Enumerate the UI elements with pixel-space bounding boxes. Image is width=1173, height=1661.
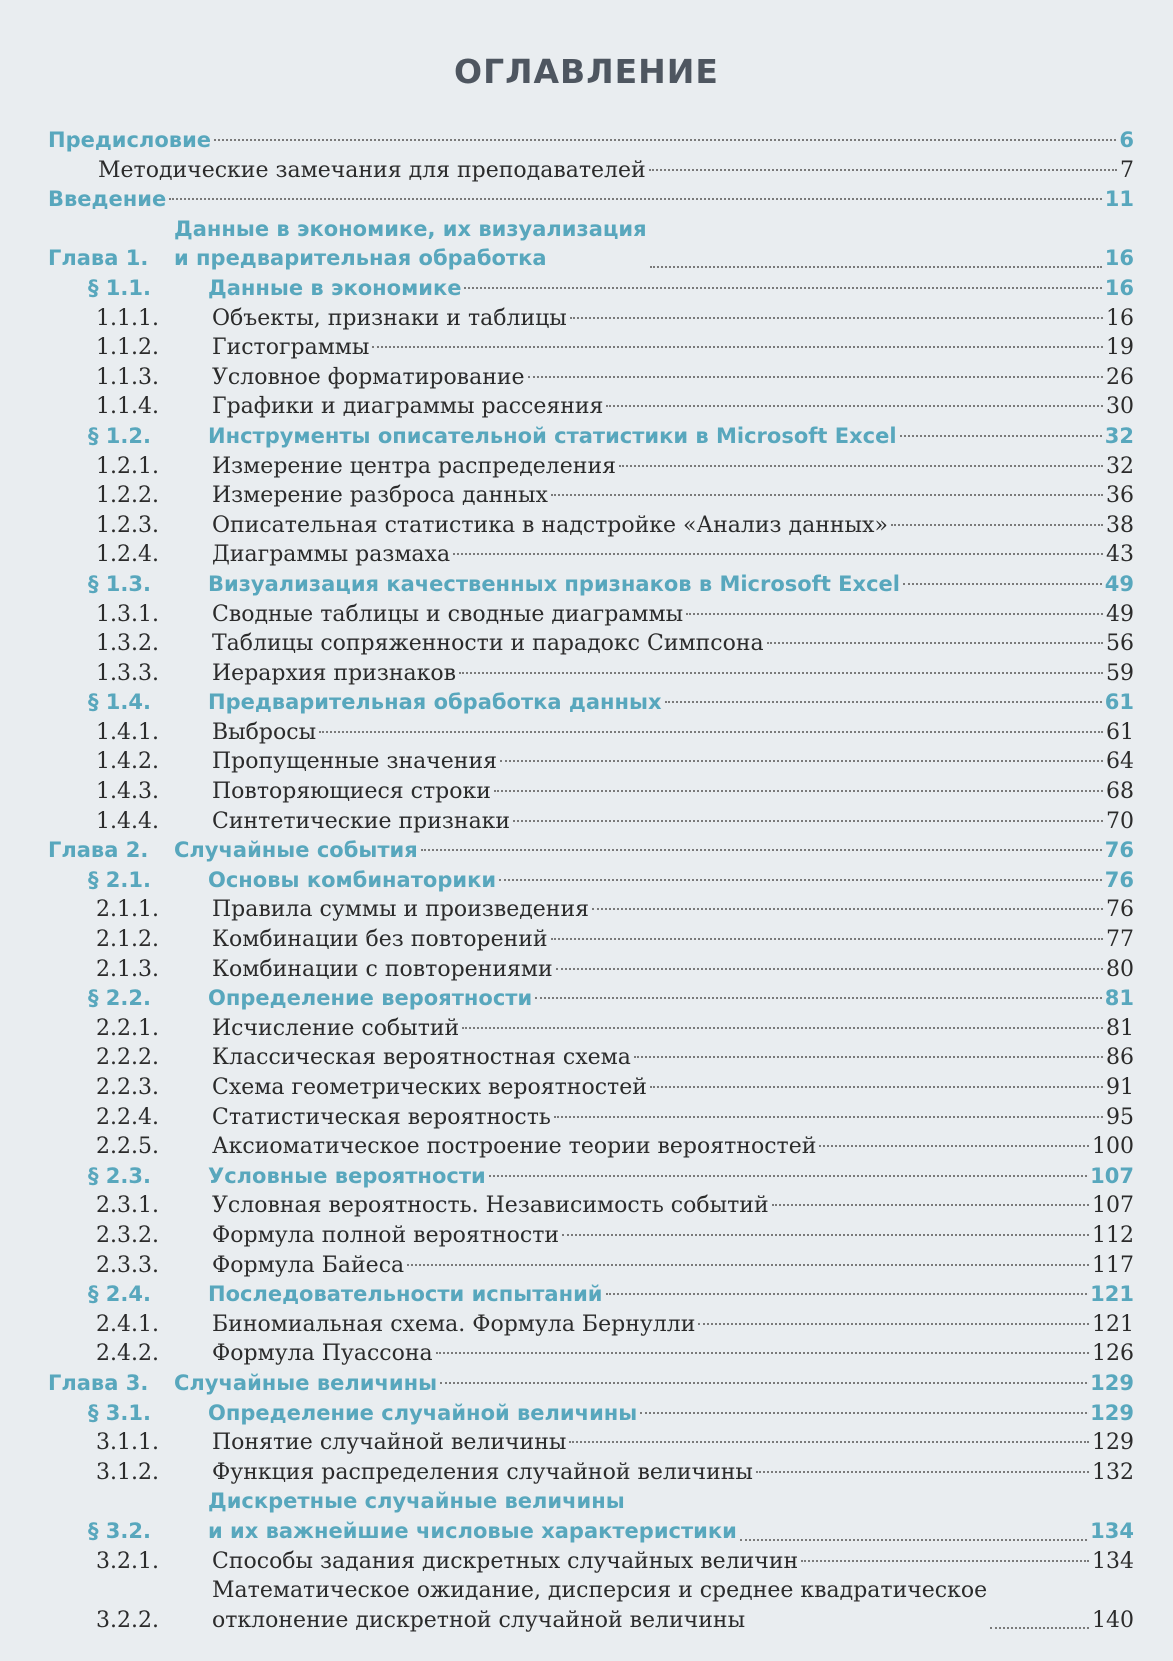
toc-entry-number: 1.1.3. bbox=[96, 364, 159, 390]
toc-entry bbox=[48, 274, 1134, 304]
toc-entry-page: 80 bbox=[1106, 956, 1134, 982]
toc-entry-number: § 3.2. bbox=[88, 1518, 151, 1543]
dot-leader bbox=[528, 376, 1103, 378]
toc-entry-title: Измерение разброса данных bbox=[212, 483, 548, 509]
toc-entry-number: 3.2.1. bbox=[96, 1548, 159, 1574]
page-title: ОГЛАВЛЕНИЕ bbox=[454, 52, 719, 91]
toc-entry bbox=[48, 718, 1134, 748]
toc-entry-page: 56 bbox=[1106, 631, 1134, 657]
toc-entry-page: 117 bbox=[1092, 1252, 1134, 1278]
dot-leader bbox=[440, 1382, 1087, 1384]
toc-entry bbox=[48, 1428, 1134, 1458]
toc-entry-title-line2: отклонение дискретной случайной величины bbox=[212, 1607, 746, 1633]
toc-entry-title: Классическая вероятностная схема bbox=[212, 1045, 631, 1071]
toc-entry-number: 1.2.3. bbox=[96, 512, 159, 538]
dot-leader bbox=[767, 642, 1103, 644]
dot-leader bbox=[407, 1264, 1089, 1266]
toc-entry-title: Комбинации без повторений bbox=[212, 927, 548, 953]
toc-entry-title: Правила суммы и произведения bbox=[212, 897, 589, 923]
dot-leader bbox=[513, 820, 1103, 822]
toc-entry-number: § 1.2. bbox=[88, 423, 151, 448]
toc-entry bbox=[48, 955, 1134, 985]
toc-entry-page: 129 bbox=[1092, 1430, 1134, 1456]
toc-entry-page: 38 bbox=[1106, 512, 1134, 538]
toc-entry-number: 2.4.2. bbox=[96, 1341, 159, 1367]
toc-entry-title: Случайные величины bbox=[174, 1370, 438, 1395]
toc-entry-title-line1: Дискретные случайные величины bbox=[208, 1489, 625, 1514]
toc-entry bbox=[48, 1339, 1134, 1369]
toc-entry-number: 2.2.2. bbox=[96, 1045, 159, 1071]
toc-entry-number: 1.2.2. bbox=[96, 483, 159, 509]
dot-leader bbox=[619, 465, 1103, 467]
toc-entry-title: Визуализация качественных признаков в Microsoft Excel bbox=[208, 571, 900, 596]
toc-entry-title: Аксиоматическое построение теории вероятностей bbox=[212, 1134, 817, 1160]
toc-entry-title: Условные вероятности bbox=[208, 1163, 486, 1188]
dot-leader bbox=[650, 266, 1102, 268]
dot-leader bbox=[756, 1471, 1089, 1473]
toc-entry bbox=[48, 511, 1134, 541]
dot-leader bbox=[421, 849, 1102, 851]
toc-entry bbox=[48, 1399, 1134, 1429]
toc-entry-number: § 2.2. bbox=[88, 986, 151, 1011]
dot-leader bbox=[698, 1323, 1089, 1325]
toc-entry-number: § 1.1. bbox=[88, 275, 151, 300]
dot-leader bbox=[801, 1560, 1089, 1562]
dot-leader bbox=[634, 1056, 1103, 1058]
toc-entry-title: Диаграммы размаха bbox=[212, 542, 451, 568]
toc-entry-title: Пропущенные значения bbox=[212, 749, 497, 775]
toc-entry-number: § 1.4. bbox=[88, 690, 151, 715]
toc-entry bbox=[48, 984, 1134, 1014]
toc-entry-title: Последовательности испытаний bbox=[208, 1282, 603, 1307]
toc-entry-page: 26 bbox=[1106, 364, 1134, 390]
dot-leader bbox=[500, 760, 1103, 762]
toc-entry-page: 7 bbox=[1120, 157, 1134, 183]
toc-entry bbox=[48, 1251, 1134, 1281]
toc-entry-number: 2.2.5. bbox=[96, 1134, 159, 1160]
toc-entry-title: Выбросы bbox=[212, 719, 317, 745]
toc-entry-number: § 3.1. bbox=[88, 1400, 151, 1425]
toc-entry-title: Биномиальная схема. Формула Бернулли bbox=[212, 1311, 696, 1337]
toc-entry-page: 32 bbox=[1104, 423, 1134, 448]
toc-entry-number: § 1.3. bbox=[88, 571, 151, 596]
toc-entry-page: 129 bbox=[1090, 1370, 1134, 1395]
toc-entry-number: Глава 1. bbox=[48, 246, 149, 271]
dot-leader bbox=[686, 613, 1103, 615]
dot-leader bbox=[570, 317, 1103, 319]
toc-entry-number: 1.4.4. bbox=[96, 808, 159, 834]
toc-entry bbox=[48, 1369, 1134, 1399]
toc-entry-page: 61 bbox=[1104, 690, 1134, 715]
dot-leader bbox=[606, 1293, 1088, 1295]
dot-leader bbox=[650, 1086, 1103, 1088]
toc-entry bbox=[48, 1073, 1134, 1103]
toc-entry-title-line2: и предварительная обработка bbox=[174, 246, 547, 271]
toc-entry-page: 11 bbox=[1104, 187, 1134, 212]
toc-entry-number: 2.3.2. bbox=[96, 1222, 159, 1248]
toc-entry-page: 36 bbox=[1106, 483, 1134, 509]
toc-entry-title: Определение вероятности bbox=[208, 986, 533, 1011]
dot-leader bbox=[464, 287, 1101, 289]
toc-entry-number: 3.2.2. bbox=[96, 1607, 159, 1633]
dot-leader bbox=[640, 1412, 1087, 1414]
toc-entry-title: Основы комбинаторики bbox=[208, 867, 497, 892]
dot-leader bbox=[903, 583, 1102, 585]
toc-entry-title: Формула полной вероятности bbox=[212, 1222, 560, 1248]
toc-entry-number: 1.2.1. bbox=[96, 453, 159, 479]
toc-entry-page: 30 bbox=[1106, 394, 1134, 420]
toc-entry-title: Объекты, признаки и таблицы bbox=[212, 305, 567, 331]
dot-leader bbox=[499, 879, 1102, 881]
toc-entry-page: 61 bbox=[1106, 719, 1134, 745]
toc-entry-number: 1.1.1. bbox=[96, 305, 159, 331]
dot-leader bbox=[665, 701, 1102, 703]
toc-entry-page: 6 bbox=[1119, 128, 1134, 152]
toc-entry bbox=[48, 156, 1134, 186]
toc-entry-title: Исчисление событий bbox=[212, 1015, 460, 1041]
toc-entry-title: Определение случайной величины bbox=[208, 1400, 638, 1425]
toc-entry-number: 1.1.2. bbox=[96, 335, 159, 361]
toc-entry-page: 49 bbox=[1104, 571, 1134, 596]
toc-entry-number: 1.2.4. bbox=[96, 542, 159, 568]
dot-leader bbox=[740, 1539, 1087, 1541]
toc-entry-title: Формула Байеса bbox=[212, 1252, 405, 1278]
toc-entry-title: Предисловие bbox=[48, 128, 212, 152]
dot-leader bbox=[462, 1027, 1103, 1029]
toc-entry bbox=[48, 185, 1134, 215]
toc-entry-title: Условное форматирование bbox=[212, 364, 525, 390]
toc-entry-page: 16 bbox=[1104, 246, 1134, 271]
toc-entry-page: 76 bbox=[1106, 897, 1134, 923]
toc-entry-number: 1.4.1. bbox=[96, 719, 159, 745]
toc-entry bbox=[48, 1547, 1134, 1577]
toc-entry-number: Глава 3. bbox=[48, 1370, 149, 1395]
toc-entry-title-line1: Данные в экономике, их визуализация bbox=[174, 216, 647, 241]
toc-entry-page: 81 bbox=[1106, 1015, 1134, 1041]
toc-entry bbox=[48, 1043, 1134, 1073]
toc-entry-number: § 2.1. bbox=[88, 867, 151, 892]
toc-entry-page: 19 bbox=[1106, 335, 1134, 361]
toc-entry-title: Введение bbox=[48, 187, 167, 212]
dot-leader bbox=[169, 198, 1102, 200]
dot-leader bbox=[319, 731, 1103, 733]
toc-entry-page: 140 bbox=[1092, 1607, 1134, 1633]
toc-entry bbox=[48, 304, 1134, 334]
toc-entry bbox=[48, 807, 1134, 837]
dot-leader bbox=[556, 968, 1103, 970]
toc-entry-page: 70 bbox=[1106, 808, 1134, 834]
dot-leader bbox=[459, 672, 1103, 674]
toc-entry bbox=[48, 363, 1134, 393]
toc-entry-title: Инструменты описательной статистики в Microsoft Excel bbox=[208, 423, 897, 448]
dot-leader bbox=[372, 346, 1103, 348]
toc-entry-title: Синтетические признаки bbox=[212, 808, 511, 834]
toc-entry-number: 2.4.1. bbox=[96, 1311, 159, 1337]
toc-entry-title: Формула Пуассона bbox=[212, 1341, 433, 1367]
toc-entry bbox=[48, 1103, 1134, 1133]
toc-entry-title: Случайные события bbox=[174, 838, 418, 863]
toc-entry-title: Описательная статистика в надстройке «Анализ данных» bbox=[212, 512, 888, 538]
toc-entry-page: 32 bbox=[1106, 453, 1134, 479]
toc-entry bbox=[48, 481, 1134, 511]
toc-entry-page: 121 bbox=[1090, 1282, 1134, 1307]
toc-entry-title: Способы задания дискретных случайных величин bbox=[212, 1548, 799, 1574]
toc-entry-number: 3.1.2. bbox=[96, 1459, 159, 1485]
toc-entry-title: Данные в экономике bbox=[208, 275, 462, 300]
toc-entry bbox=[48, 570, 1134, 600]
toc-entry-number: 2.1.1. bbox=[96, 897, 159, 923]
toc-entry-page: 43 bbox=[1106, 542, 1134, 568]
toc-entry bbox=[48, 836, 1134, 866]
toc-entry-title: Повторяющиеся строки bbox=[212, 779, 491, 805]
dot-leader bbox=[900, 435, 1102, 437]
toc-entry-title-line2: и их важнейшие числовые характеристики bbox=[208, 1518, 737, 1543]
toc-entry-page: 76 bbox=[1104, 838, 1134, 863]
toc-entry-title: Статистическая вероятность bbox=[212, 1104, 551, 1130]
toc-entry bbox=[48, 1458, 1134, 1488]
dot-leader bbox=[562, 1234, 1089, 1236]
dot-leader bbox=[453, 553, 1103, 555]
toc-entry-number: 2.2.3. bbox=[96, 1075, 159, 1100]
dot-leader bbox=[551, 938, 1103, 940]
dot-leader bbox=[489, 1175, 1087, 1177]
toc-entry-title: Гистограммы bbox=[212, 335, 370, 361]
dot-leader bbox=[592, 908, 1103, 910]
toc-entry bbox=[48, 1014, 1134, 1044]
toc-entry bbox=[48, 925, 1134, 955]
toc-entry-page: 16 bbox=[1104, 275, 1134, 300]
toc-entry-number: § 2.3. bbox=[88, 1163, 151, 1188]
toc-entry bbox=[48, 895, 1134, 925]
toc-entry-page: 126 bbox=[1092, 1341, 1134, 1367]
toc-entry-number: 1.4.3. bbox=[96, 779, 159, 805]
dot-leader bbox=[436, 1352, 1089, 1354]
toc-entry-page: 132 bbox=[1092, 1459, 1134, 1485]
toc-entry-title bbox=[208, 1487, 737, 1546]
toc-entry-title: Условная вероятность. Независимость событий bbox=[212, 1193, 769, 1219]
toc-entry-number: 2.2.4. bbox=[96, 1104, 159, 1130]
toc-entry bbox=[48, 422, 1134, 452]
toc-entry-title: Предварительная обработка данных bbox=[208, 690, 662, 715]
toc-entry bbox=[48, 1280, 1134, 1310]
toc-entry-number: Глава 2. bbox=[48, 838, 149, 863]
toc-entry-page: 107 bbox=[1090, 1163, 1134, 1188]
toc-entry-number: 2.2.1. bbox=[96, 1015, 159, 1041]
toc-entry-number: 2.3.3. bbox=[96, 1252, 159, 1278]
toc-entry bbox=[48, 452, 1134, 482]
toc-entry-page: 100 bbox=[1092, 1134, 1134, 1160]
toc-entry-title: Измерение центра распределения bbox=[212, 453, 617, 479]
toc-entry bbox=[48, 629, 1134, 659]
toc-entry-title-line1: Математическое ожидание, дисперсия и среднее квадратическое bbox=[212, 1578, 988, 1604]
toc-entry bbox=[48, 1310, 1134, 1340]
toc-entry-page: 77 bbox=[1106, 927, 1134, 953]
toc-entry bbox=[48, 659, 1134, 689]
dot-leader bbox=[891, 524, 1103, 526]
toc-entry-number: 2.3.1. bbox=[96, 1193, 159, 1219]
toc-entry-page: 68 bbox=[1106, 779, 1134, 805]
toc-entry bbox=[48, 866, 1134, 896]
toc-entry-page: 112 bbox=[1092, 1222, 1134, 1248]
toc-entry-page: 134 bbox=[1092, 1548, 1134, 1574]
toc-entry-number: 3.1.1. bbox=[96, 1430, 159, 1456]
toc-entry bbox=[48, 1487, 1134, 1546]
toc-entry-page: 95 bbox=[1106, 1104, 1134, 1130]
toc-entry bbox=[48, 126, 1134, 156]
toc-entry-number: 2.1.2. bbox=[96, 927, 159, 953]
toc-entry-title: Таблицы сопряженности и парадокс Симпсона bbox=[212, 631, 764, 657]
dot-leader bbox=[649, 169, 1117, 171]
toc-entry bbox=[48, 333, 1134, 363]
toc-entry-title: Понятие случайной величины bbox=[212, 1430, 567, 1456]
toc-entry-number: 2.1.3. bbox=[96, 956, 159, 982]
toc-entry-title: Сводные таблицы и сводные диаграммы bbox=[212, 601, 684, 627]
toc-entry-title bbox=[174, 215, 647, 274]
dot-leader bbox=[569, 1441, 1089, 1443]
toc-entry-page: 49 bbox=[1106, 601, 1134, 627]
toc-entry-page: 16 bbox=[1106, 305, 1134, 331]
dot-leader bbox=[535, 997, 1102, 999]
toc-entry bbox=[48, 747, 1134, 777]
toc-entry-title: Схема геометрических вероятностей bbox=[212, 1075, 647, 1100]
dot-leader bbox=[554, 1116, 1103, 1118]
toc-entry bbox=[48, 1162, 1134, 1192]
toc-entry-page: 121 bbox=[1092, 1311, 1134, 1337]
toc-entry-title: Комбинации с повторениями bbox=[212, 956, 553, 982]
toc-entry-title: Иерархия признаков bbox=[212, 660, 456, 686]
toc-entry bbox=[48, 600, 1134, 630]
toc-entry-title: Методические замечания для преподавателей bbox=[98, 157, 646, 183]
toc-entry-number: 1.1.4. bbox=[96, 394, 159, 420]
dot-leader bbox=[772, 1204, 1089, 1206]
dot-leader bbox=[551, 494, 1103, 496]
dot-leader bbox=[990, 1627, 1089, 1629]
toc-entry bbox=[48, 1132, 1134, 1162]
toc-entry-number: 1.3.3. bbox=[96, 660, 159, 686]
toc-entry bbox=[48, 777, 1134, 807]
toc-entry-number: 1.3.1. bbox=[96, 601, 159, 627]
toc-entry-title: Графики и диаграммы рассеяния bbox=[212, 394, 604, 420]
toc-entry-page: 81 bbox=[1104, 986, 1134, 1011]
toc-entry bbox=[48, 688, 1134, 718]
toc-entry-title bbox=[212, 1576, 987, 1635]
toc-entry-number: 1.4.2. bbox=[96, 749, 159, 775]
dot-leader bbox=[214, 139, 1116, 141]
toc-entry-page: 107 bbox=[1092, 1193, 1134, 1219]
dot-leader bbox=[819, 1145, 1089, 1147]
toc-entry bbox=[48, 1221, 1134, 1251]
toc-entry-page: 76 bbox=[1104, 867, 1134, 892]
table-of-contents bbox=[48, 126, 1134, 1635]
toc-entry-page: 64 bbox=[1106, 749, 1134, 775]
toc-entry-number: § 2.4. bbox=[88, 1282, 151, 1307]
toc-entry bbox=[48, 392, 1134, 422]
toc-entry-page: 86 bbox=[1106, 1045, 1134, 1071]
toc-entry bbox=[48, 1576, 1134, 1635]
toc-entry-page: 91 bbox=[1106, 1075, 1134, 1100]
toc-entry-page: 129 bbox=[1090, 1400, 1134, 1425]
toc-entry-page: 59 bbox=[1106, 660, 1134, 686]
toc-entry bbox=[48, 215, 1134, 274]
toc-entry bbox=[48, 1191, 1134, 1221]
toc-entry-page: 134 bbox=[1090, 1518, 1134, 1543]
toc-entry-number: 1.3.2. bbox=[96, 631, 159, 657]
toc-entry-title: Функция распределения случайной величины bbox=[212, 1459, 753, 1485]
dot-leader bbox=[494, 790, 1103, 792]
toc-entry bbox=[48, 540, 1134, 570]
dot-leader bbox=[606, 405, 1103, 407]
